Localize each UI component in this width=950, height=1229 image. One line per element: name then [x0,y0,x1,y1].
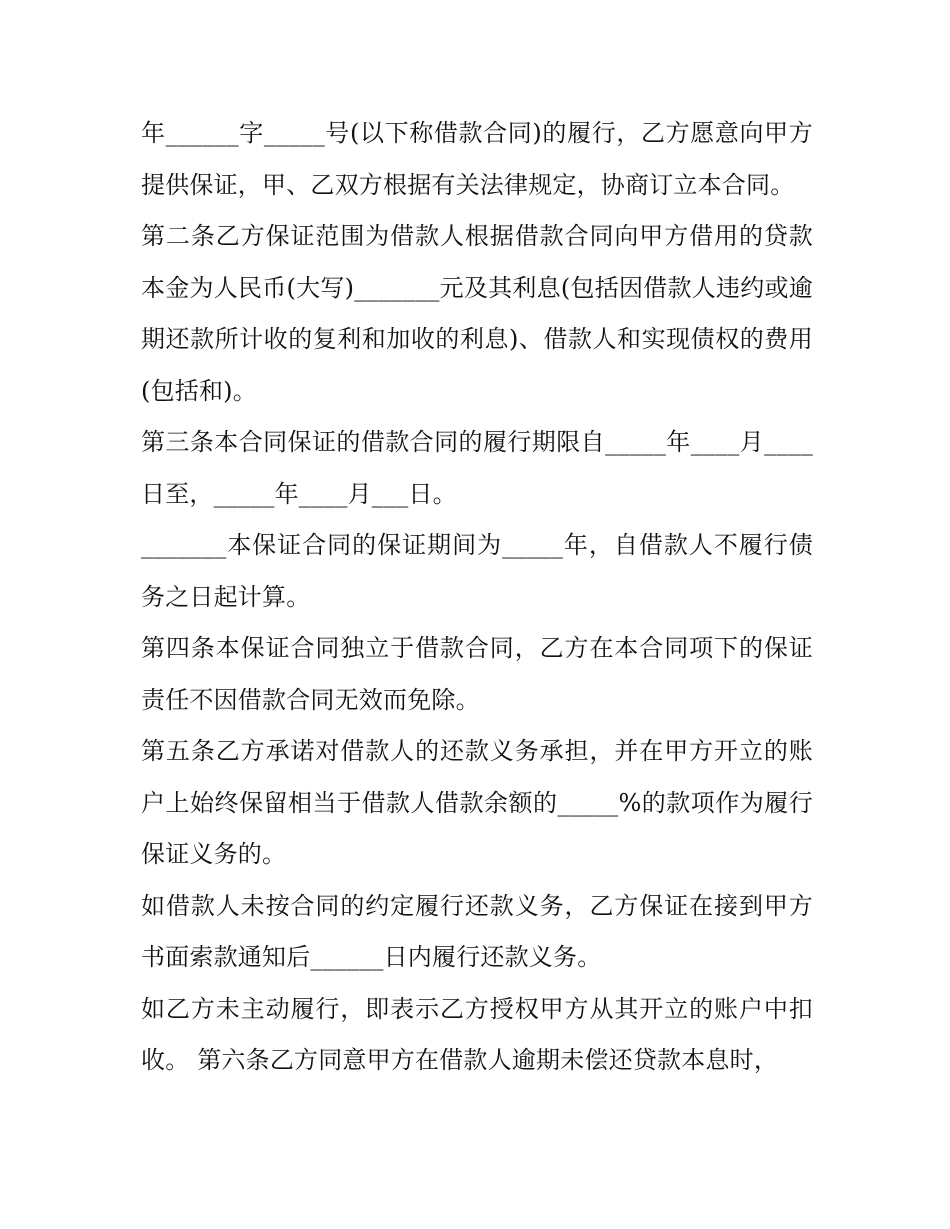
paragraph-article-6-deduction: 如乙方未主动履行，即表示乙方授权甲方从其开立的账户中扣收。 第六条乙方同意甲方在借款人逾期未偿还贷款本息时， [141,994,813,1074]
paragraph-article-4-independence: 第四条本保证合同独立于借款合同，乙方在本合同项下的保证责任不因借款合同无效而免除。 [141,634,813,714]
document-body [141,108,813,1087]
paragraph-contract-recital: 年______字_____号(以下称借款合同)的履行，乙方愿意向甲方提供保证，甲、乙双方根据有关法律规定，协商订立本合同。 [141,119,813,199]
paragraph-article-3-loan-term: 第三条本合同保证的借款合同的履行期限自_____年____月____日至，_____年____月___日。 [141,428,813,508]
paragraph-article-5-deposit: 第五条乙方承诺对借款人的还款义务承担，并在甲方开立的账户上始终保留相当于借款人借款余额的_____%的款项作为履行保证义务的。 [141,737,813,868]
paragraph-guarantee-period: _______本保证合同的保证期间为_____年，自借款人不履行债务之日起计算。 [141,531,813,611]
paragraph-repayment-obligation: 如借款人未按合同的约定履行还款义务，乙方保证在接到甲方书面索款通知后______日内履行还款义务。 [141,891,813,971]
paragraph-article-2-guarantee-scope: 第二条乙方保证范围为借款人根据借款合同向甲方借用的贷款本金为人民币(大写)_______元及其利息(包括因借款人违约或逾期还款所计收的复利和加收的利息)、借款人和实现债权的费用(包括和)。 [141,222,813,405]
